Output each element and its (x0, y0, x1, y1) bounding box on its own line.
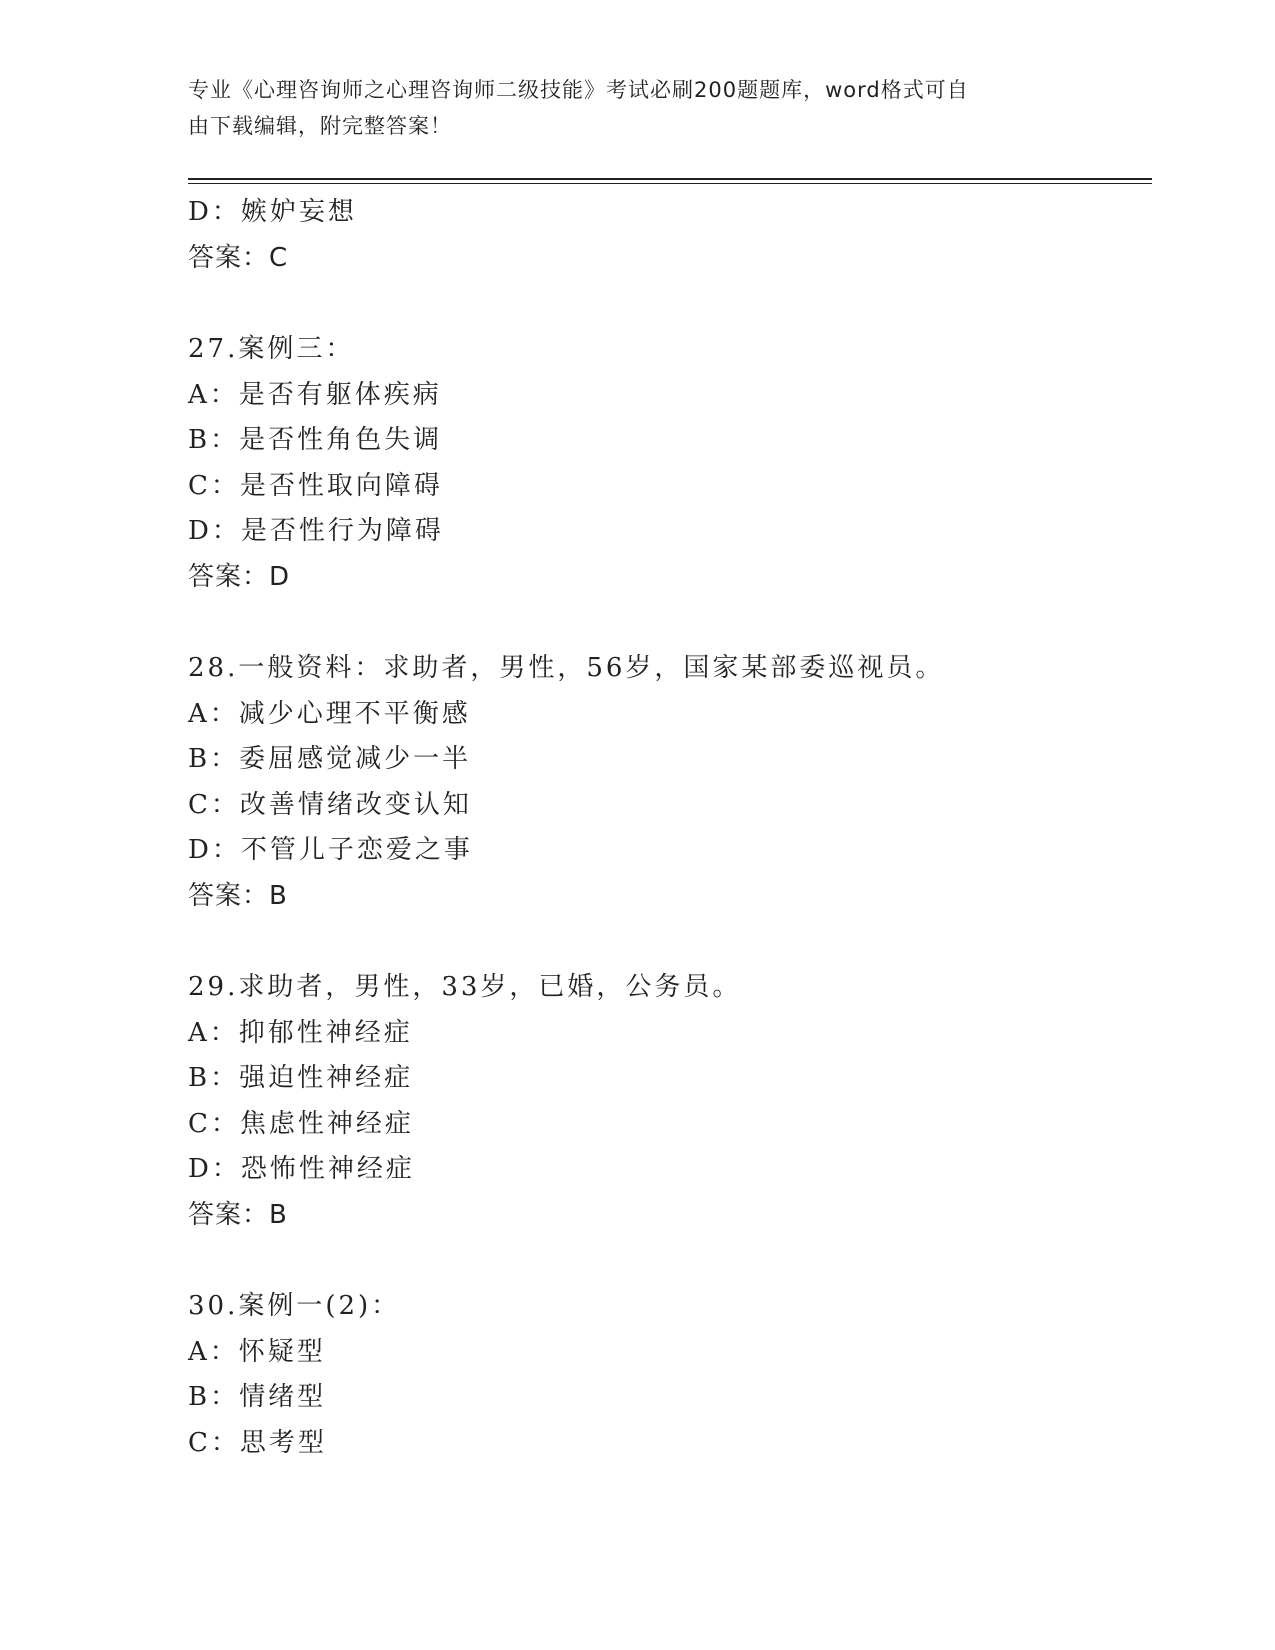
lead-answer: 答案：C (188, 242, 289, 273)
option-a: A：是否有躯体疾病 (188, 379, 442, 410)
question-block-27 (188, 327, 1148, 600)
option-c: C：焦虑性神经症 (188, 1108, 414, 1139)
question-gap (188, 1238, 1148, 1284)
lead-option-d: D：嫉妒妄想 (188, 197, 357, 227)
answer-line: 答案：D (188, 561, 291, 592)
option-d: D：是否性行为障碍 (188, 516, 444, 546)
header-divider-thick (188, 178, 1152, 180)
question-stem: 30.案例一(2)： (188, 1291, 401, 1321)
question-stem: 28.一般资料：求助者，男性，56岁，国家某部委巡视员。 (188, 653, 945, 683)
question-gap (188, 281, 1148, 327)
option-a: A：抑郁性神经症 (188, 1017, 413, 1048)
header-divider-thin (188, 183, 1152, 184)
question-block-29 (188, 965, 1148, 1238)
question-gap (188, 919, 1148, 965)
option-c: C：思考型 (188, 1427, 327, 1458)
option-b: B：强迫性神经症 (188, 1063, 414, 1093)
option-c: C：改善情绪改变认知 (188, 789, 472, 820)
option-b: B：情绪型 (188, 1382, 327, 1412)
question-list (188, 190, 1148, 1466)
option-b: B：委屈感觉减少一半 (188, 744, 472, 774)
question-stem: 27.案例三： (188, 334, 355, 364)
question-block-30 (188, 1284, 1148, 1466)
question-block-28 (188, 646, 1148, 919)
answer-line: 答案：B (188, 880, 288, 911)
option-a: A：怀疑型 (188, 1336, 326, 1367)
option-b: B：是否性角色失调 (188, 425, 443, 455)
header-line-1: 专业《心理咨询师之心理咨询师二级技能》考试必刷200题题库，word格式可自 (188, 78, 969, 102)
question-stem: 29.求助者，男性，33岁，已婚，公务员。 (188, 972, 742, 1002)
question-gap (188, 600, 1148, 646)
document-header (188, 72, 1088, 144)
option-c: C：是否性取向障碍 (188, 470, 443, 501)
option-a: A：减少心理不平衡感 (188, 698, 471, 729)
answer-line: 答案：B (188, 1199, 288, 1230)
option-d: D：不管儿子恋爱之事 (188, 835, 473, 865)
header-line-2: 由下载编辑，附完整答案！ (188, 114, 452, 138)
option-d: D：恐怖性神经症 (188, 1154, 415, 1184)
